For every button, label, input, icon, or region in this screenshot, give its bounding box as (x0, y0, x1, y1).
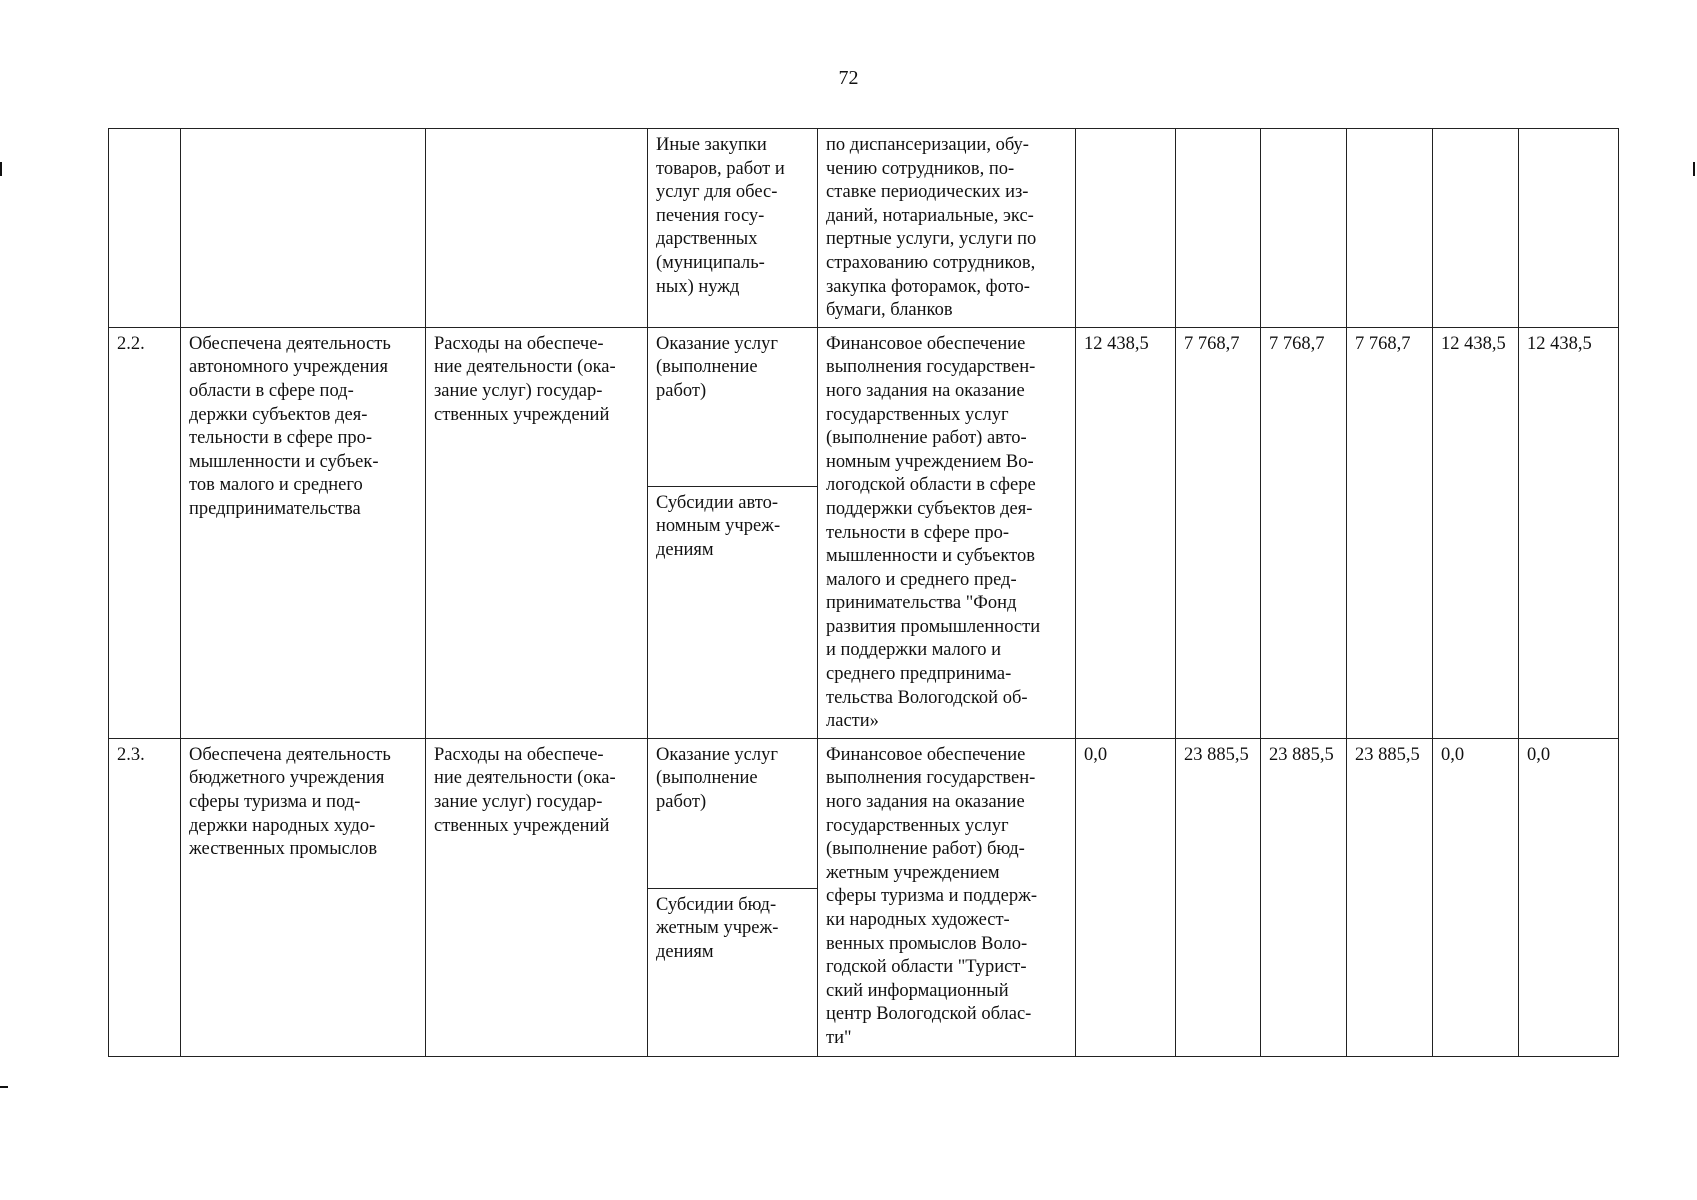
table-row-2-3 (109, 738, 1619, 888)
row-index: 2.3. (109, 738, 181, 1056)
row-value-2: 23 885,5 (1176, 738, 1261, 1056)
row-value-1: 0,0 (1076, 738, 1176, 1056)
cell-expense (426, 129, 648, 328)
cell-value (1347, 129, 1433, 328)
row-expense (426, 738, 648, 1056)
right-margin-tick (1693, 162, 1695, 176)
row-type-a (648, 327, 818, 486)
description-text: Финансовое обеспечение выполнения государствен- ного задания на оказание государственных услуг (выполнение работ) авто- номным учреждением Во- логодской области в сфере поддержки субъектов дея- тельности в сфере про- мышленности и субъектов малого и среднего пред- принимательства "Фонд развития промышленности и поддержки малого и среднего предпринима- тельства Вологодской об- ласти» (826, 333, 1041, 732)
cell-index (109, 129, 181, 328)
row-result (181, 327, 426, 738)
row-value-3: 7 768,7 (1261, 327, 1347, 738)
row-type-a (648, 738, 818, 888)
page-number: 72 (838, 67, 859, 89)
row-value-3: 23 885,5 (1261, 738, 1347, 1056)
cell-result (181, 129, 426, 328)
cell-value (1076, 129, 1176, 328)
row-type-b (648, 486, 818, 738)
row-value-5: 0,0 (1433, 738, 1519, 1056)
row-value-1: 12 438,5 (1076, 327, 1176, 738)
row-value-4: 7 768,7 (1347, 327, 1433, 738)
cell-value (1261, 129, 1347, 328)
description-text: Финансовое обеспечение выполнения государствен- ного задания на оказание государственных услуг (выполнение работ) бюд- жетным учреждением сферы туризма и поддерж- ки народных художест- венных промыслов Воло- годской области "Турист- ский информационный центр Вологодской облас- ти" (826, 744, 1038, 1048)
cell-expense-type (648, 129, 818, 328)
type-a-text: Оказание услуг (выполнение работ) (656, 333, 778, 401)
type-b-text: Субсидии авто- номным учреж- дениям (656, 492, 781, 560)
row-value-5: 12 438,5 (1433, 327, 1519, 738)
expense-text: Расходы на обеспече- ние деятельности (ока- зание услуг) государ- ственных учреждений (434, 333, 616, 425)
row-value-6: 12 438,5 (1519, 327, 1619, 738)
result-text: Обеспечена деятельность автономного учреждения области в сфере под- держки субъектов дея- тельности в сфере про- мышленности и субъек- тов малого и среднего предпринимательства (189, 333, 391, 519)
cell-value (1176, 129, 1261, 328)
row-value-2: 7 768,7 (1176, 327, 1261, 738)
left-margin-tick (0, 162, 2, 176)
description-text: по диспансеризации, обу- чению сотрудников, по- ставке периодических из- даний, нотариальные, экс- пертные услуги, услуги по страхованию сотрудников, закупка фоторамок, фото- бумаги, бланков (826, 135, 1037, 321)
row-value-6: 0,0 (1519, 738, 1619, 1056)
expenditure-table (108, 128, 1619, 1057)
row-index: 2.2. (109, 327, 181, 738)
result-text: Обеспечена деятельность бюджетного учреждения сферы туризма и под- держки народных худо- жественных промыслов (189, 744, 391, 860)
row-description (818, 327, 1076, 738)
row-expense (426, 327, 648, 738)
row-result (181, 738, 426, 1056)
table-row-2-2 (109, 327, 1619, 486)
row-description (818, 738, 1076, 1056)
expense-text: Расходы на обеспече- ние деятельности (ока- зание услуг) государ- ственных учреждений (434, 744, 616, 836)
continuation-row (109, 129, 1619, 328)
bottom-left-margin-tick (0, 1086, 8, 1088)
row-value-4: 23 885,5 (1347, 738, 1433, 1056)
cell-value (1519, 129, 1619, 328)
cell-value (1433, 129, 1519, 328)
type-a-text: Оказание услуг (выполнение работ) (656, 744, 778, 813)
expense-type-text: Иные закупки товаров, работ и услуг для обес- печения госу- дарственных (муниципаль- ных) нужд (656, 135, 785, 297)
type-b-text: Субсидии бюд- жетным учреж- дениям (656, 894, 779, 963)
row-type-b (648, 888, 818, 1056)
cell-description (818, 129, 1076, 328)
